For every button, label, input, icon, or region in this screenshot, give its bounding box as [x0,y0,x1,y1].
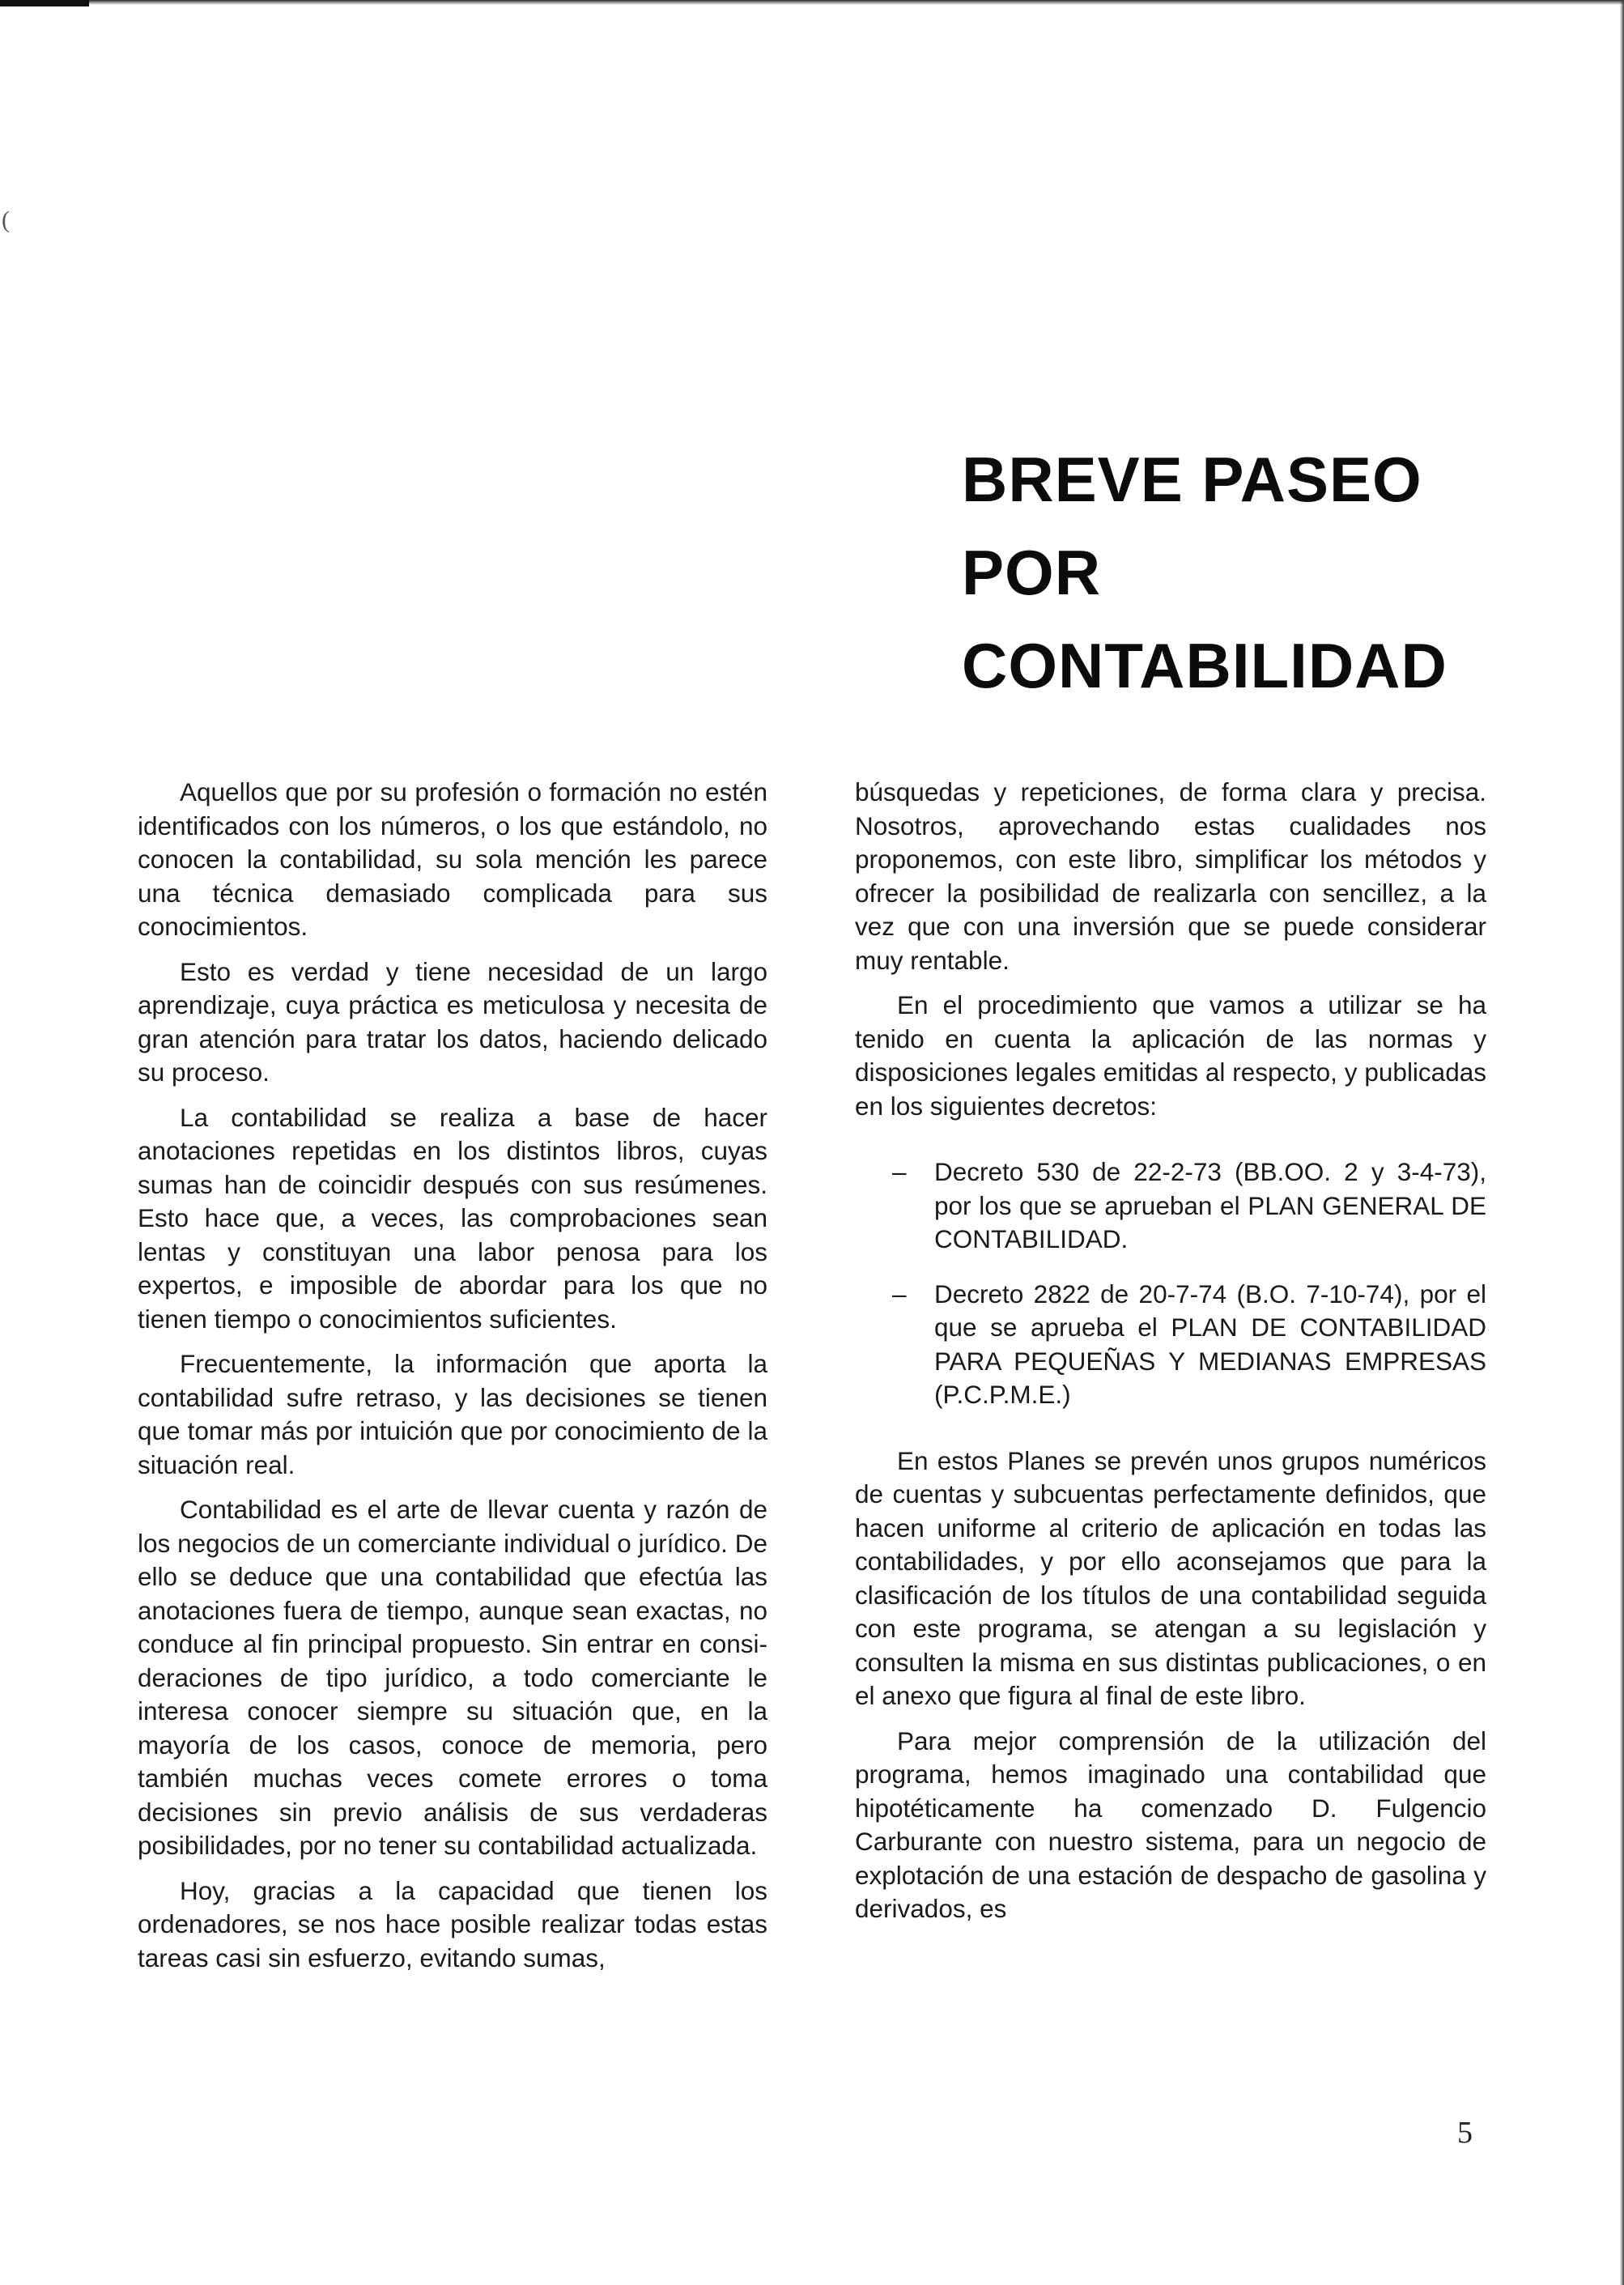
left-text-column [138,776,767,1986]
paragraph: Frecuentemente, la información que aporta la contabilidad sufre retraso, y las decisiones se tienen que tomar más por intuición que por conocimiento de la situación real. [138,1349,767,1479]
paragraph: En el procedimiento que vamos a utilizar se ha tenido en cuenta la aplicación de las normas y disposiciones legales emitidas al respecto, y publicadas en los siguientes decretos: [855,990,1486,1121]
page-number: 5 [1457,2116,1473,2150]
paragraph: Hoy, gracias a la capacidad que tienen los ordenadores, se nos hace posible realizar todas estas tareas casi sin esfuerzo, evitando sumas, [138,1875,767,1972]
dash-bullet: – [892,1279,907,1308]
paragraph: En estos Planes se prevén unos grupos numéricos de cuentas y subcuentas perfectamente definidos, que hacen uniforme al criterio de aplicación en todas las contabilidades, y por ello aconsejamos que para la clasificación de los títulos de una contabilidad seguida con este programa, se atengan a su legislación y consulten la misma en sus distintas publicaciones, o en el anexo que figura al final de este libro. [855,1445,1486,1710]
scan-speck: ( [2,206,10,233]
dash-bullet: – [892,1157,907,1186]
scan-right-edge [1620,0,1624,2285]
paragraph: Contabilidad es el arte de llevar cuenta y razón de los negocios de un comerciante individual o jurídico. De ello se deduce que una contabilidad que efectúa las anotaciones fuera de tiempo, aunque sean exactas, no conduce al fin principal propuesto. Sin entrar en consideraciones de tipo jurídico, a todo comerciante le interesa conocer siempre su situación que, en la mayoría de los casos, conoce de memoria, pero también muchas veces comete errores o toma decisiones sin previo análisis de sus verdaderas posibilidades, por no tener su contabilidad actualizada. [138,1495,767,1860]
title-line: POR [962,537,1102,608]
decree-text: Decreto 530 de 22-2-73 (BB.OO. 2 y 3-4-73), por los que se aprueban el PLAN GENERAL DE CONTABILIDAD. [934,1157,1486,1253]
title-line: CONTABILIDAD [962,630,1448,701]
paragraph-continuation: búsquedas y repeticiones, de forma clara y precisa. Nosotros, aprovechando estas cualidades nos proponemos, con este libro, simplificar los métodos y ofrecer la posibilidad de realizarla con sencillez, a la vez que con una inversión que se puede considerar muy rentable. [855,777,1486,975]
decree-list-item [855,1278,1486,1412]
paragraph: Aquellos que por su profesión o formación no estén identificados con los números, o los que estándolo, no conocen la contabilidad, su sola mención les parece una técnica demasiado complicada para sus conocimientos. [138,777,767,941]
title-line: BREVE PASEO [962,444,1422,515]
decree-list [855,1155,1486,1412]
scan-top-edge [0,0,1624,5]
chapter-title [962,433,1601,713]
paragraph: La contabilidad se realiza a base de hacer anotaciones repetidas en los distintos libros, cuyas sumas han de coincidir después con sus resúmenes. Esto hace que, a veces, las comprobaciones sean lentas y constituyan una labor penosa para los expertos, e imposible de abordar para los que no tienen tiempo o conocimientos suficientes. [138,1102,767,1334]
paragraph: Esto es verdad y tiene necesidad de un largo aprendizaje, cuya práctica es meticulosa y necesita de gran atención para tratar los datos, haciendo delicado su proceso. [138,956,767,1087]
paragraph: Para mejor comprensión de la utilización del programa, hemos imaginado una contabilidad que hipotéticamente ha comenzado D. Fulgencio Carburante con nuestro sistema, para un negocio de explotación de una estación de despacho de gasolina y derivados, es [855,1725,1486,1923]
decree-text: Decreto 2822 de 20-7-74 (B.O. 7-10-74), por el que se aprueba el PLAN DE CONTABILIDAD PARA PEQUEÑAS Y MEDIANAS EMPRESAS (P.C.P.M.E.) [934,1279,1486,1409]
right-text-column [855,776,1486,1938]
scan-corner-mark [0,0,89,6]
decree-list-item [855,1155,1486,1257]
